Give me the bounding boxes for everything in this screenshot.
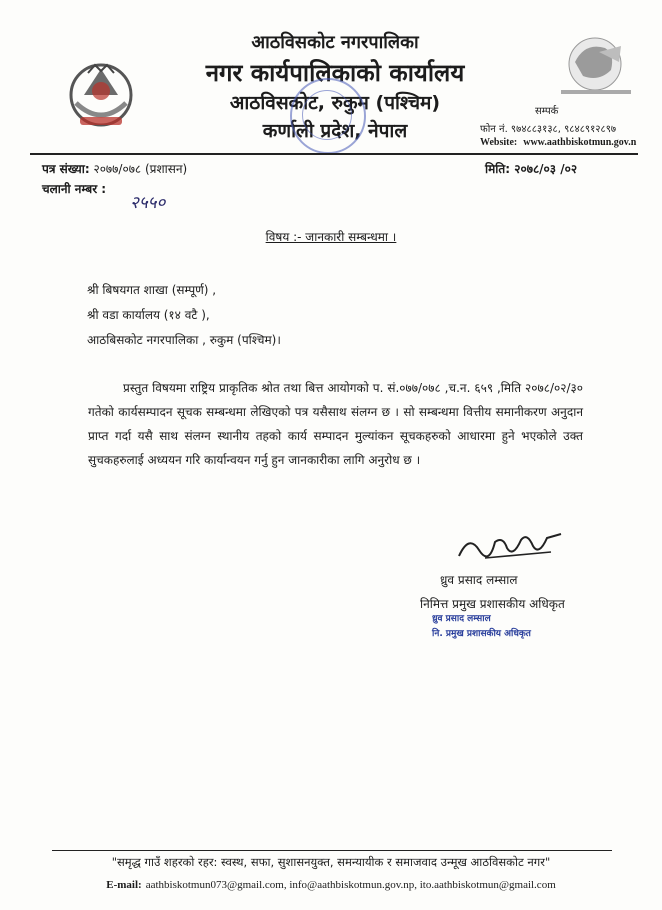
letter-subject (0, 228, 662, 245)
recipient-item: आठबिसकोट नगरपालिका , रुकुम (पश्चिम)। (87, 333, 281, 347)
website-label: Website: (480, 137, 518, 148)
signer-name: ध्रुव प्रसाद लम्साल (440, 573, 518, 587)
footer-divider (52, 850, 612, 851)
website-link[interactable]: www.aathbiskotmun.gov.n (523, 137, 637, 148)
subject-text: विषय :- जानकारी सम्बन्धमा । (265, 230, 397, 244)
municipality-name: आठविसकोट नगरपालिका (251, 32, 419, 53)
signature-stamp-title: नि. प्रमुख प्रशासकीय अधिकृत (432, 629, 531, 639)
dispatch-number (42, 180, 106, 197)
recipient-item: श्री वडा कार्यालय (१४ वटै ), (87, 308, 210, 322)
footer-emails (0, 879, 662, 891)
reference-number (42, 160, 187, 177)
recipient-item: श्री बिषयगत शाखा (सम्पूर्ण) , (87, 283, 217, 297)
contact-label: सम्पर्क (535, 106, 559, 117)
nepal-emblem-icon (62, 55, 140, 133)
office-name: नगर कार्यपालिकाको कार्यालय (205, 59, 465, 87)
dispatch-handwritten-value: २५५० (130, 193, 166, 213)
reference-label: पत्र संख्या: (42, 162, 90, 176)
header-divider (30, 153, 638, 155)
date-label: मिति: (485, 162, 511, 176)
office-seal-stamp (290, 78, 366, 154)
letter-body: प्रस्तुत विषयमा राष्ट्रिय प्राकृतिक श्रोत तथा बित्त आयोगको प. सं.०७७/०७८ ,च.न. ६५९ ,मिति २०७८/०२/३० गतेको कार्यसम्पादन सूचक सम्बन्धमा लेखिएको पत्र यसैसाथ संलग्न छ । सो सम्बन्धमा वित्तीय समानीकरण अनुदान प्राप्त गर्दा यसै साथ संलग्न स्थानीय तहको कार्य सम्पादन मुल्यांकन सूचकहरुको आधारमा हुने भएकोले उक्त सुचकहरुलाई अध्ययन गरि कार्यान्वयन गर्नु हुन जानकारीका लागि अनुरोध छ । (88, 381, 583, 467)
signature-stamp-name: ध्रुव प्रसाद लम्साल (432, 614, 491, 624)
footer-motto: "समृद्ध गाउँ शहरको रहर: स्वस्थ, सफा, सुशासनयुक्त, समन्यायीक र समाजवाद उन्मूख आठविसकोट नगर" (111, 855, 551, 869)
province-name: कर्णाली प्रदेश, नेपाल (262, 120, 408, 142)
census-logo-icon (555, 32, 637, 102)
email-addresses[interactable]: aathbiskotmun073@gmail.com, info@aathbiskotmun.gov.np, ito.aathbiskotmun@gmail.com (145, 879, 556, 891)
district-name: आठविसकोट, रुकुम (पश्चिम) (229, 92, 441, 114)
website-line (480, 137, 636, 148)
phone-number: फोन नं. ९७४८८३१३८, ९८४८९१२८९७ (480, 124, 617, 135)
signer-title: निमित्त प्रमुख प्रशासकीय अधिकृत (420, 597, 565, 611)
reference-value: २०७७/०७८ (प्रशासन) (93, 162, 188, 176)
handwritten-signature (455, 528, 565, 564)
letter-date (485, 160, 577, 177)
dispatch-label: चलानी नम्बर : (42, 182, 107, 196)
recipients-list (87, 278, 281, 353)
date-value: २०७८/०३ /०२ (514, 162, 578, 176)
email-label: E-mail: (106, 879, 142, 891)
